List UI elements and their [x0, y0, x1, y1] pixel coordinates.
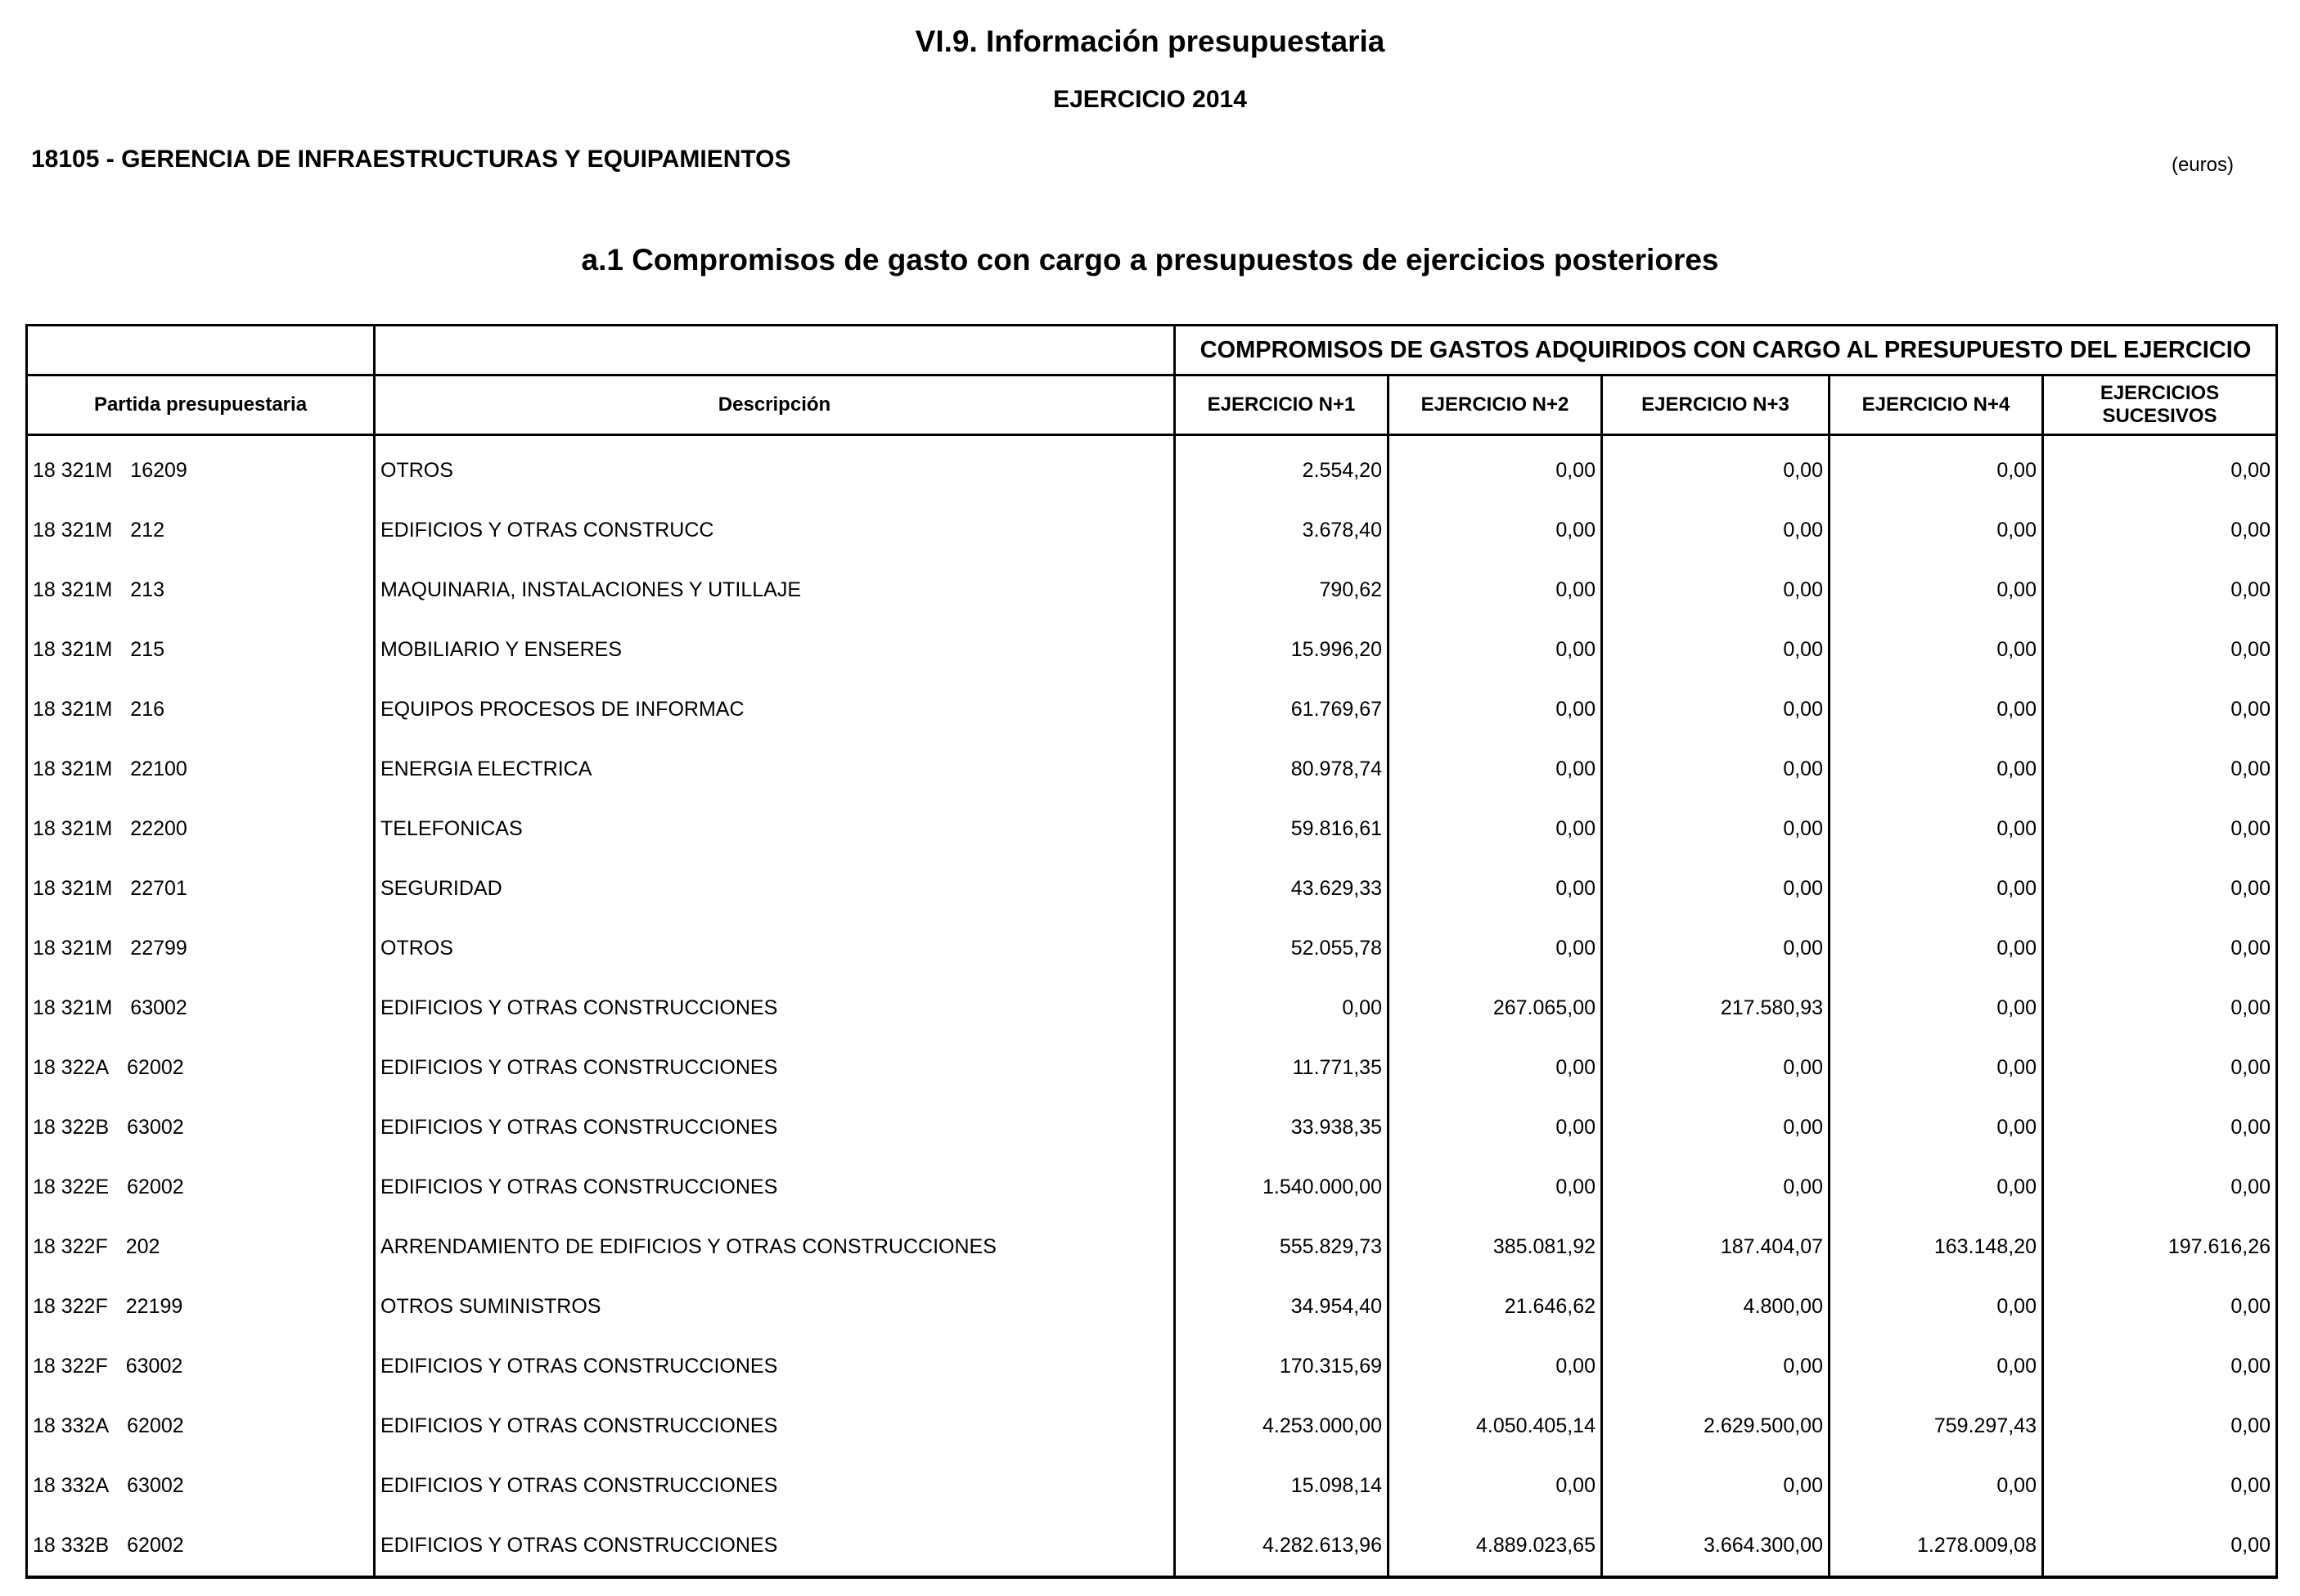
- amount-n3-cell: 0,00: [1602, 435, 1830, 501]
- amount-n1-cell: 11.771,35: [1175, 1038, 1389, 1098]
- amount-n1-cell: 33.938,35: [1175, 1098, 1389, 1158]
- concepto-code: 22701: [130, 877, 187, 900]
- amount-n2-cell: 0,00: [1389, 620, 1602, 680]
- amount-n1-cell: 52.055,78: [1175, 919, 1389, 978]
- amount-n2-cell: 0,00: [1389, 1158, 1602, 1217]
- descripcion-cell: TELEFONICAS: [375, 799, 1175, 859]
- amount-n1-cell: 15.098,14: [1175, 1456, 1389, 1516]
- amount-n1-cell: 15.996,20: [1175, 620, 1389, 680]
- programa-code: 18 322E: [33, 1176, 110, 1198]
- table-row: [27, 799, 2277, 859]
- column-header-n1: EJERCICIO N+1: [1175, 375, 1389, 435]
- page-title: VI.9. Información presupuestaria: [915, 25, 1385, 58]
- descripcion-cell: OTROS SUMINISTROS: [375, 1277, 1175, 1337]
- programa-code: 18 321M: [33, 459, 113, 482]
- amount-sucesivos-cell: 0,00: [2043, 919, 2277, 978]
- amount-n2-cell: 0,00: [1389, 435, 1602, 501]
- amount-n4-cell: 0,00: [1830, 799, 2043, 859]
- amount-n3-cell: 2.629.500,00: [1602, 1396, 1830, 1456]
- programa-code: 18 321M: [33, 698, 113, 721]
- concepto-code: 62002: [127, 1414, 184, 1437]
- amount-sucesivos-cell: 0,00: [2043, 1038, 2277, 1098]
- amount-sucesivos-cell: 197.616,26: [2043, 1217, 2277, 1277]
- concepto-code: 22100: [130, 758, 187, 780]
- column-header-descripcion: Descripción: [375, 375, 1175, 435]
- amount-n3-cell: 0,00: [1602, 859, 1830, 919]
- amount-n2-cell: 0,00: [1389, 859, 1602, 919]
- programa-code: 18 321M: [33, 937, 113, 960]
- descripcion-cell: MOBILIARIO Y ENSERES: [375, 620, 1175, 680]
- section-title: a.1 Compromisos de gasto con cargo a presupuestos de ejercicios posteriores: [581, 243, 1719, 276]
- amount-n4-cell: 0,00: [1830, 1337, 2043, 1396]
- programa-code: 18 322F: [33, 1355, 108, 1378]
- partida-cell: [27, 919, 375, 978]
- descripcion-cell: EDIFICIOS Y OTRAS CONSTRUCCIONES: [375, 1396, 1175, 1456]
- partida-cell: [27, 1516, 375, 1577]
- amount-n4-cell: 0,00: [1830, 1158, 2043, 1217]
- amount-n3-cell: 0,00: [1602, 799, 1830, 859]
- partida-cell: [27, 1337, 375, 1396]
- amount-n4-cell: 0,00: [1830, 859, 2043, 919]
- amount-n4-cell: 0,00: [1830, 1038, 2043, 1098]
- descripcion-cell: MAQUINARIA, INSTALACIONES Y UTILLAJE: [375, 560, 1175, 620]
- amount-n4-cell: 1.278.009,08: [1830, 1516, 2043, 1577]
- programa-code: 18 322B: [33, 1116, 110, 1139]
- column-header-sucesivos-line2: SUCESIVOS: [2102, 405, 2217, 427]
- programa-code: 18 332A: [33, 1414, 110, 1437]
- concepto-code: 216: [130, 698, 165, 721]
- amount-sucesivos-cell: 0,00: [2043, 1277, 2277, 1337]
- programa-code: 18 321M: [33, 578, 113, 601]
- table-row: [27, 859, 2277, 919]
- amount-sucesivos-cell: 0,00: [2043, 501, 2277, 560]
- amount-n4-cell: 0,00: [1830, 1098, 2043, 1158]
- amount-n4-cell: 163.148,20: [1830, 1217, 2043, 1277]
- descripcion-cell: ENERGIA ELECTRICA: [375, 740, 1175, 799]
- amount-n1-cell: 555.829,73: [1175, 1217, 1389, 1277]
- table-row: [27, 740, 2277, 799]
- amount-n1-cell: 43.629,33: [1175, 859, 1389, 919]
- group-header-row: [27, 326, 2277, 375]
- amount-sucesivos-cell: 0,00: [2043, 1516, 2277, 1577]
- column-header-row: [27, 375, 2277, 435]
- concepto-code: 213: [130, 578, 165, 601]
- amount-n4-cell: 0,00: [1830, 501, 2043, 560]
- amount-n3-cell: 0,00: [1602, 620, 1830, 680]
- table-row: [27, 680, 2277, 740]
- amount-n3-cell: 0,00: [1602, 1038, 1830, 1098]
- table-row: [27, 919, 2277, 978]
- amount-n3-cell: 0,00: [1602, 1456, 1830, 1516]
- column-header-n2: EJERCICIO N+2: [1389, 375, 1602, 435]
- amount-sucesivos-cell: 0,00: [2043, 435, 2277, 501]
- amount-n2-cell: 0,00: [1389, 501, 1602, 560]
- amount-n3-cell: 3.664.300,00: [1602, 1516, 1830, 1577]
- amount-n1-cell: 790,62: [1175, 560, 1389, 620]
- column-header-partida: Partida presupuestaria: [27, 375, 375, 435]
- column-header-n4: EJERCICIO N+4: [1830, 375, 2043, 435]
- column-header-sucesivos: [2043, 375, 2277, 435]
- concepto-code: 22200: [130, 817, 187, 840]
- table-row: [27, 1456, 2277, 1516]
- partida-cell: [27, 560, 375, 620]
- partida-cell: [27, 680, 375, 740]
- organization-heading: 18105 - GERENCIA DE INFRAESTRUCTURAS Y EQUIPAMIENTOS: [31, 146, 791, 173]
- amount-n4-cell: 0,00: [1830, 978, 2043, 1038]
- programa-code: 18 322F: [33, 1295, 108, 1318]
- amount-n1-cell: 59.816,61: [1175, 799, 1389, 859]
- units-label: (euros): [2171, 154, 2234, 176]
- amount-n2-cell: 0,00: [1389, 1337, 1602, 1396]
- amount-n2-cell: 0,00: [1389, 1456, 1602, 1516]
- descripcion-cell: EDIFICIOS Y OTRAS CONSTRUCCIONES: [375, 1516, 1175, 1577]
- concepto-code: 63002: [130, 996, 187, 1019]
- partida-cell: [27, 1396, 375, 1456]
- amount-n1-cell: 4.253.000,00: [1175, 1396, 1389, 1456]
- amount-n2-cell: 385.081,92: [1389, 1217, 1602, 1277]
- amount-n1-cell: 80.978,74: [1175, 740, 1389, 799]
- partida-cell: [27, 1456, 375, 1516]
- amount-n3-cell: 0,00: [1602, 680, 1830, 740]
- amount-n2-cell: 0,00: [1389, 560, 1602, 620]
- amount-n3-cell: 217.580,93: [1602, 978, 1830, 1038]
- amount-n1-cell: 61.769,67: [1175, 680, 1389, 740]
- amount-n1-cell: 1.540.000,00: [1175, 1158, 1389, 1217]
- amount-n1-cell: 34.954,40: [1175, 1277, 1389, 1337]
- concepto-code: 202: [125, 1235, 160, 1258]
- programa-code: 18 332A: [33, 1474, 110, 1497]
- amount-n4-cell: 0,00: [1830, 560, 2043, 620]
- table-row: [27, 560, 2277, 620]
- amount-sucesivos-cell: 0,00: [2043, 1098, 2277, 1158]
- amount-n2-cell: 0,00: [1389, 1038, 1602, 1098]
- amount-n1-cell: 2.554,20: [1175, 435, 1389, 501]
- programa-code: 18 321M: [33, 519, 113, 542]
- partida-cell: [27, 1158, 375, 1217]
- amount-n2-cell: 267.065,00: [1389, 978, 1602, 1038]
- amount-n1-cell: 4.282.613,96: [1175, 1516, 1389, 1577]
- partida-cell: [27, 1038, 375, 1098]
- amount-n3-cell: 0,00: [1602, 740, 1830, 799]
- table-row: [27, 1217, 2277, 1277]
- partida-cell: [27, 620, 375, 680]
- amount-sucesivos-cell: 0,00: [2043, 799, 2277, 859]
- partida-cell: [27, 501, 375, 560]
- partida-cell: [27, 978, 375, 1038]
- descripcion-cell: EDIFICIOS Y OTRAS CONSTRUCCIONES: [375, 1456, 1175, 1516]
- descripcion-cell: EDIFICIOS Y OTRAS CONSTRUCCIONES: [375, 1038, 1175, 1098]
- amount-n4-cell: 0,00: [1830, 1277, 2043, 1337]
- amount-n2-cell: 0,00: [1389, 799, 1602, 859]
- partida-cell: [27, 859, 375, 919]
- amount-n3-cell: 0,00: [1602, 1098, 1830, 1158]
- descripcion-cell: OTROS: [375, 435, 1175, 501]
- amount-sucesivos-cell: 0,00: [2043, 1337, 2277, 1396]
- concepto-code: 63002: [127, 1474, 184, 1497]
- programa-code: 18 321M: [33, 996, 113, 1019]
- programa-code: 18 321M: [33, 638, 113, 661]
- amount-sucesivos-cell: 0,00: [2043, 740, 2277, 799]
- concepto-code: 63002: [127, 1116, 184, 1139]
- table-row: [27, 435, 2277, 501]
- table-row: [27, 1038, 2277, 1098]
- amount-n2-cell: 21.646,62: [1389, 1277, 1602, 1337]
- concepto-code: 215: [130, 638, 165, 661]
- concepto-code: 62002: [127, 1534, 184, 1557]
- amount-sucesivos-cell: 0,00: [2043, 1456, 2277, 1516]
- descripcion-cell: EDIFICIOS Y OTRAS CONSTRUCCIONES: [375, 1337, 1175, 1396]
- partida-cell: [27, 799, 375, 859]
- amount-n2-cell: 0,00: [1389, 1098, 1602, 1158]
- amount-n2-cell: 0,00: [1389, 740, 1602, 799]
- group-header-blank-2: [375, 326, 1175, 375]
- descripcion-cell: EDIFICIOS Y OTRAS CONSTRUCC: [375, 501, 1175, 560]
- amount-sucesivos-cell: 0,00: [2043, 680, 2277, 740]
- concepto-code: 22799: [130, 937, 187, 960]
- concepto-code: 16209: [130, 459, 187, 482]
- descripcion-cell: SEGURIDAD: [375, 859, 1175, 919]
- amount-n2-cell: 0,00: [1389, 919, 1602, 978]
- partida-cell: [27, 1277, 375, 1337]
- fiscal-year-subtitle: EJERCICIO 2014: [1053, 86, 1247, 113]
- partida-cell: [27, 435, 375, 501]
- programa-code: 18 322F: [33, 1235, 108, 1258]
- table-row: [27, 978, 2277, 1038]
- table-row: [27, 1337, 2277, 1396]
- amount-n3-cell: 0,00: [1602, 919, 1830, 978]
- amount-n4-cell: 0,00: [1830, 435, 2043, 501]
- amount-n3-cell: 4.800,00: [1602, 1277, 1830, 1337]
- group-header-blank-1: [27, 326, 375, 375]
- concepto-code: 22199: [125, 1295, 183, 1318]
- descripcion-cell: EQUIPOS PROCESOS DE INFORMAC: [375, 680, 1175, 740]
- programa-code: 18 321M: [33, 758, 113, 780]
- commitments-table: [25, 324, 2278, 1579]
- amount-n4-cell: 0,00: [1830, 680, 2043, 740]
- table-row: [27, 501, 2277, 560]
- amount-n1-cell: 3.678,40: [1175, 501, 1389, 560]
- programa-code: 18 332B: [33, 1534, 110, 1557]
- amount-n3-cell: 0,00: [1602, 1158, 1830, 1217]
- amount-sucesivos-cell: 0,00: [2043, 1396, 2277, 1456]
- concepto-code: 62002: [127, 1056, 184, 1079]
- partida-cell: [27, 1098, 375, 1158]
- amount-n4-cell: 0,00: [1830, 740, 2043, 799]
- amount-sucesivos-cell: 0,00: [2043, 859, 2277, 919]
- amount-n3-cell: 0,00: [1602, 560, 1830, 620]
- table-row: [27, 1277, 2277, 1337]
- amount-n4-cell: 0,00: [1830, 1456, 2043, 1516]
- amount-n1-cell: 170.315,69: [1175, 1337, 1389, 1396]
- partida-cell: [27, 1217, 375, 1277]
- column-header-n3: EJERCICIO N+3: [1602, 375, 1830, 435]
- table-row: [27, 620, 2277, 680]
- amount-n3-cell: 187.404,07: [1602, 1217, 1830, 1277]
- group-header: COMPROMISOS DE GASTOS ADQUIRIDOS CON CARGO AL PRESUPUESTO DEL EJERCICIO: [1175, 326, 2277, 375]
- amount-n3-cell: 0,00: [1602, 501, 1830, 560]
- amount-n4-cell: 759.297,43: [1830, 1396, 2043, 1456]
- column-header-sucesivos-line1: EJERCICIOS: [2100, 382, 2220, 405]
- amount-sucesivos-cell: 0,00: [2043, 978, 2277, 1038]
- amount-sucesivos-cell: 0,00: [2043, 620, 2277, 680]
- concepto-code: 212: [130, 519, 165, 542]
- table-row: [27, 1516, 2277, 1577]
- partida-cell: [27, 740, 375, 799]
- amount-n1-cell: 0,00: [1175, 978, 1389, 1038]
- amount-sucesivos-cell: 0,00: [2043, 560, 2277, 620]
- amount-n2-cell: 4.889.023,65: [1389, 1516, 1602, 1577]
- programa-code: 18 321M: [33, 817, 113, 840]
- amount-n2-cell: 4.050.405,14: [1389, 1396, 1602, 1456]
- table-row: [27, 1098, 2277, 1158]
- descripcion-cell: ARRENDAMIENTO DE EDIFICIOS Y OTRAS CONSTRUCCIONES: [375, 1217, 1175, 1277]
- programa-code: 18 321M: [33, 877, 113, 900]
- amount-n3-cell: 0,00: [1602, 1337, 1830, 1396]
- amount-n4-cell: 0,00: [1830, 919, 2043, 978]
- descripcion-cell: OTROS: [375, 919, 1175, 978]
- amount-n4-cell: 0,00: [1830, 620, 2043, 680]
- amount-n2-cell: 0,00: [1389, 680, 1602, 740]
- concepto-code: 62002: [127, 1176, 184, 1198]
- table-row: [27, 1396, 2277, 1456]
- descripcion-cell: EDIFICIOS Y OTRAS CONSTRUCCIONES: [375, 1158, 1175, 1217]
- descripcion-cell: EDIFICIOS Y OTRAS CONSTRUCCIONES: [375, 1098, 1175, 1158]
- concepto-code: 63002: [125, 1355, 183, 1378]
- descripcion-cell: EDIFICIOS Y OTRAS CONSTRUCCIONES: [375, 978, 1175, 1038]
- table-row: [27, 1158, 2277, 1217]
- programa-code: 18 322A: [33, 1056, 110, 1079]
- amount-sucesivos-cell: 0,00: [2043, 1158, 2277, 1217]
